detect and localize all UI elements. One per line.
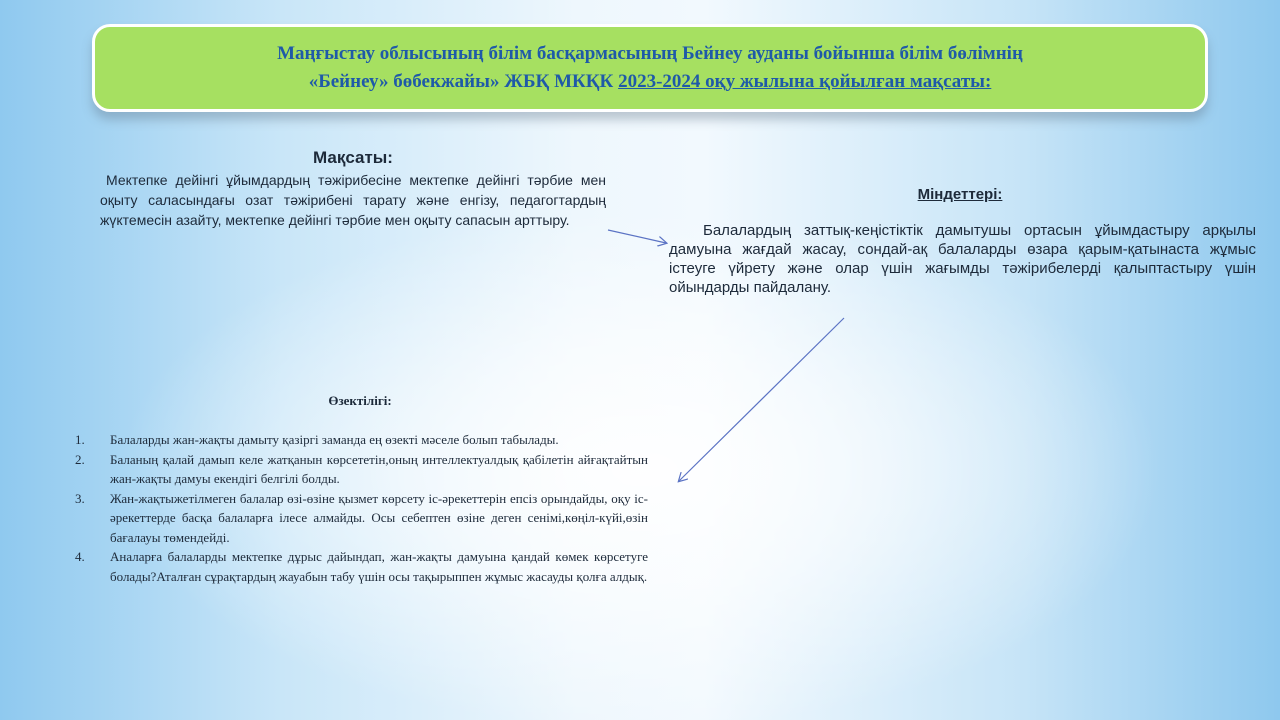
arrow-goal-to-tasks	[608, 230, 666, 243]
list-item-text: Баланың қалай дамып келе жатқанын көрсететін,оның интеллектуалдық қабілетін айғақтайтын жан-жақты дамуы екендігі белгілі болды.	[110, 451, 648, 486]
list-item	[72, 450, 648, 489]
arrow-tasks-to-relevance	[679, 318, 844, 481]
goal-text: Мектепке дейінгі ұйымдардың тәжірибесіне мектепке дейінгі тәрбие мен оқыту саласындағы озат тәжірибені тарату және енгізу, педагогтардың жүктемесін азайту, мектепке дейінгі тәрбие мен оқыту сапасын арттыру.	[100, 172, 606, 228]
title-line-2-prefix: «Бейнеу» бөбекжайы» ЖБҚ МКҚК	[308, 71, 619, 92]
list-item-number: 2.	[75, 451, 85, 467]
list-item-text: Жан-жақтыжетілмеген балалар өзі-өзіне қызмет көрсету іс-әрекеттерін епсіз орындайды, оқу іс-әрекеттерде басқа балаларға ілесе алмайды. Осы себептен өзіне деген сенімі,көңіл-күйі,өзін бағалауы төмендейді.	[110, 490, 648, 545]
list-item-text: Аналарға балаларды мектепке дұрыс дайындап, жан-жақты дамуына қандай көмек көрсетуге болады?Аталған сұрақтардың жауабын табу үшін осы тақырыппен жұмыс жасауды қолға алдық.	[110, 549, 648, 584]
tasks-heading: Міндеттері:	[917, 186, 1003, 203]
list-item-text: Балаларды жан-жақты дамыту қазіргі заманда ең өзекті мәселе болып табылады.	[110, 432, 559, 447]
list-item	[72, 430, 648, 450]
list-item-number: 3.	[75, 490, 85, 506]
goal-heading: Мақсаты:	[313, 148, 393, 167]
relevance-heading: Өзектілігі:	[328, 393, 392, 408]
list-item	[72, 489, 648, 548]
title-line-2	[309, 68, 992, 96]
list-item	[72, 547, 648, 586]
list-item-number: 1.	[75, 432, 85, 447]
title-banner	[92, 24, 1208, 112]
title-line-2-underlined: 2023-2024 оқу жылына қойылған мақсаты:	[618, 71, 992, 92]
list-item-number: 4.	[75, 549, 85, 564]
title-line-1: Маңғыстау облысының білім басқармасының Бейнеу ауданы бойынша білім бөлімнің	[277, 43, 1023, 64]
tasks-text: Балалардың заттық-кеңістіктік дамытушы ортасын ұйымдастыру арқылы дамуына жағдай жасау, сондай-ақ балаларды өзара қарым-қатынаста жұмыс істеуге үйрету және олар үшін жағымды тәжірибелерді қалыптастыру үшін ойындарды пайдалану.	[669, 222, 1256, 296]
relevance-list	[72, 430, 648, 586]
